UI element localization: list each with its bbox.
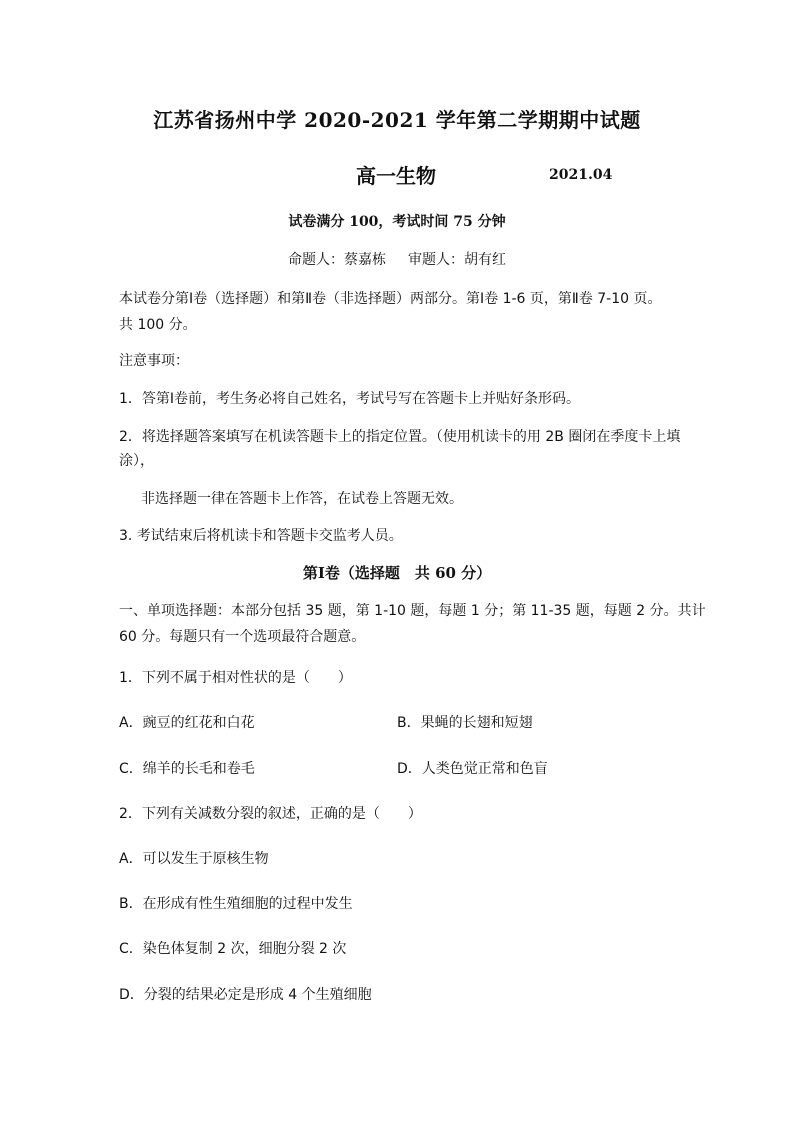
subject-title: 高一生物 [356,164,436,188]
question-1-option-a: A．豌豆的红花和白花 [119,715,255,731]
notes-item-3: 3. 考试结束后将机读卡和答题卡交监考人员。 [119,528,403,544]
notes-item-1: 1．答第Ⅰ卷前，考生务必将自己姓名，考试号写在答题卡上并贴好条形码。 [119,391,581,407]
school-title: 江苏省扬州中学 2020-2021 学年第二学期期中试题 [153,108,641,132]
authors-line [0,249,794,269]
question-1-stem: 1．下列不属于相对性状的是（ ） [119,670,352,686]
reviewer: 审题人：胡有红 [408,252,506,268]
exam-info: 试卷满分 100，考试时间 75 分钟 [288,214,506,230]
setter: 命题人：蔡嘉栋 [288,252,386,268]
exam-date: 2021.04 [549,167,613,183]
notes-item-2-line-3: 非选择题一律在答题卡上作答，在试卷上答题无效。 [141,491,463,507]
notes-item-2-line-2: 涂）， [119,453,154,469]
question-2-stem: 2．下列有关减数分裂的叙述，正确的是（ ） [119,806,422,822]
part1-instructions-line-1: 一、单项选择题：本部分包括 35 题，第 1-10 题，每题 1 分；第 11-35 题，每题 2 分。共计 [119,603,706,619]
question-2-option-a: A．可以发生于原核生物 [119,851,269,867]
intro-line-2: 共 100 分。 [119,317,197,333]
question-1-option-d: D．人类色觉正常和色盲 [397,761,548,777]
question-2-option-b: B．在形成有性生殖细胞的过程中发生 [119,896,353,912]
question-2-option-d: D．分裂的结果必定是形成 4 个生殖细胞 [119,987,372,1003]
part1-instructions-line-2: 60 分。每题只有一个选项最符合题意。 [119,629,366,645]
notes-item-2-line-1: 2．将选择题答案填写在机读答题卡上的指定位置。（使用机读卡的用 2B 圈闭在季度卡上填 [119,429,681,445]
intro-line-1: 本试卷分第Ⅰ卷（选择题）和第Ⅱ卷（非选择题）两部分。第Ⅰ卷 1-6 页，第Ⅱ卷 7-10 页。 [119,291,662,307]
question-1-option-c: C．绵羊的长毛和卷毛 [119,761,255,777]
question-2-option-c: C．染色体复制 2 次，细胞分裂 2 次 [119,941,347,957]
question-1-option-b: B．果蝇的长翅和短翅 [397,715,533,731]
notes-heading: 注意事项： [119,353,189,369]
part1-heading: 第Ⅰ卷（选择题 共 60 分） [302,564,492,582]
